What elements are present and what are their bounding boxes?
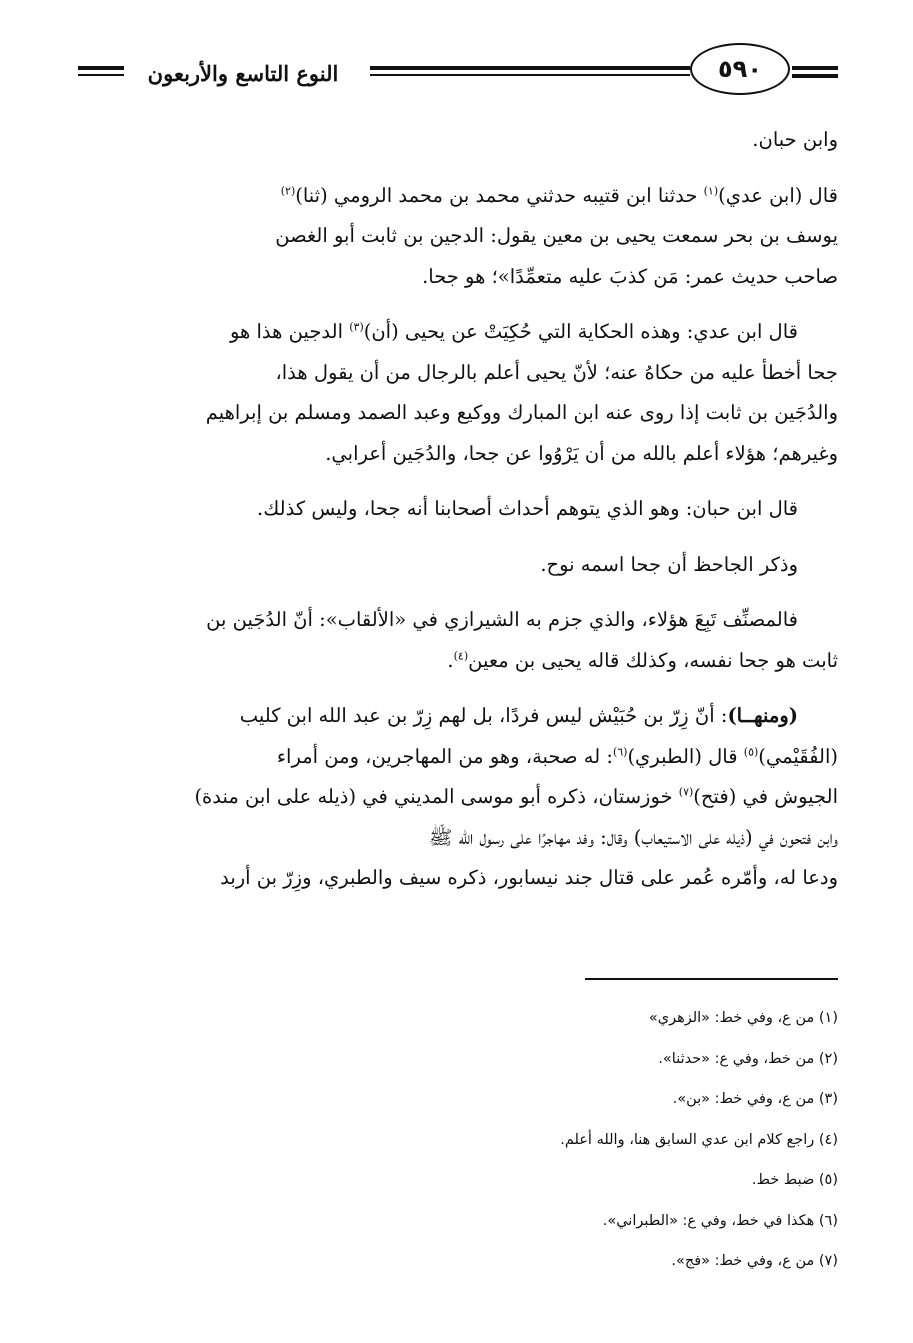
paragraph-3 bbox=[80, 489, 838, 530]
footnote-ref: (٥) bbox=[743, 745, 759, 758]
footnote: (٦) هكذا في خط، وفي ع: «الطبراني». bbox=[602, 1212, 838, 1229]
footnote: (٢) من خط، وفي ع: «حدثنا». bbox=[658, 1050, 838, 1067]
paragraph-6 bbox=[80, 696, 838, 899]
paragraph-1 bbox=[80, 176, 838, 298]
text-line: فالمصنِّف تَبِعَ هؤلاء، والذي جزم به الشيرازي في «الألقاب»: أنّ الدُجَين بن bbox=[206, 608, 798, 631]
text-line: (ومنهــا): أنّ زِرّ بن حُبَيْش ليس فردًا، بل لهم زِرّ بن عبد الله ابن كليب bbox=[239, 704, 798, 727]
footnote-ref: (٤) bbox=[453, 649, 469, 662]
footnote: (٧) من ع، وفي خط: «فج». bbox=[671, 1253, 838, 1269]
text-line: وذكر الجاحظ أن جحا اسمه نوح. bbox=[540, 552, 798, 576]
paragraph-5 bbox=[80, 600, 838, 681]
footnote-ref: (٧) bbox=[678, 785, 694, 799]
header-rule-left bbox=[78, 66, 124, 70]
paragraph-4 bbox=[80, 545, 838, 586]
main-text bbox=[80, 120, 838, 914]
text-line: ودعا له، وأمّره عُمر على قتال جند نيسابور، ذكره سيف والطبري، وزِرّ بن أربد bbox=[220, 866, 838, 889]
text-line: والدُجَين بن ثابت إذا روى عنه ابن المبارك ووكيع وعبد الصمد ومسلم بن إبراهيم bbox=[205, 401, 838, 424]
footnote-ref: (٣) bbox=[349, 320, 364, 334]
header-rule-middle bbox=[370, 66, 690, 70]
running-title: النوع التاسع والأربعون bbox=[147, 61, 339, 86]
footnote-separator bbox=[585, 978, 838, 980]
header-rule-left-lower bbox=[78, 74, 124, 76]
paragraph-0 bbox=[80, 120, 838, 161]
text-line: قال ابن عدي: وهذه الحكاية التي حُكِيَتْ عن يحيى (أن)$^{(٣)}$ الدجين هذا هو bbox=[229, 320, 798, 343]
footnote-ref: (١) bbox=[703, 184, 719, 197]
footnote: (٣) من ع، وفي خط: «بن». bbox=[672, 1091, 838, 1107]
footnote: (٤) راجع كلام ابن عدي السابق هنا، والله أعلم. bbox=[560, 1131, 838, 1148]
footnote-ref: (٢) bbox=[280, 184, 296, 197]
paragraph-2 bbox=[80, 312, 838, 474]
footnote-ref: (٦) bbox=[612, 745, 628, 758]
section-marker: (ومنهــا) bbox=[727, 704, 798, 727]
text-line: ثابت هو جحا نفسه، وكذلك قاله يحيى بن معين$^{(٤)}$. bbox=[447, 648, 838, 672]
text-line: وغيرهم؛ هؤلاء أعلم بالله من أن يَرْوُوا عن جحا، والدُجَين أعرابي. bbox=[325, 441, 838, 465]
footnote: (١) من ع، وفي خط: «الزهري» bbox=[648, 1010, 838, 1026]
text-line: قال ابن حبان: وهو الذي يتوهم أحداث أصحابنا أنه جحا، وليس كذلك. bbox=[257, 497, 798, 520]
text-line: (الفُقَيْمي)$^{(٥)}$ قال (الطبري)$^{(٦)}$: له صحبة، وهو من المهاجرين، ومن أمراء bbox=[276, 744, 838, 768]
text-line: جحا أخطأ عليه من حكاهُ عنه؛ لأنّ يحيى أعلم بالرجال من أن يقول هذا، bbox=[275, 360, 838, 384]
header-rule-right bbox=[792, 66, 838, 70]
text-line: قال (ابن عدي)$^{(١)}$ حدثنا ابن قتيبه حدثني محمد بن محمد الرومي (ثنا)$^{(٢)}$ bbox=[280, 183, 838, 207]
footnote: (٥) ضبط خط. bbox=[751, 1172, 838, 1188]
text-line: صاحب حديث عمر: مَن كذبَ عليه متعمِّدًا»؛ هو جحا. bbox=[422, 264, 838, 288]
header-rule-middle-lower bbox=[370, 74, 690, 76]
footnotes bbox=[400, 998, 838, 1282]
text-line: وابن فتحون في (ذيله على الاستيعاب) وقال: وفد مهاجرًا على رسول الله ﷺ bbox=[428, 825, 838, 849]
header-rule-right-lower bbox=[792, 74, 838, 78]
page-number: ٥٩٠ bbox=[690, 43, 790, 95]
text-line: وابن حبان. bbox=[752, 128, 838, 151]
text-line: الجيوش في (فتح)$^{(٧)}$ خوزستان، ذكره أبو موسى المديني في (ذيله على ابن مندة) bbox=[194, 785, 838, 808]
text-line: يوسف بن بحر سمعت يحيى بن معين يقول: الدجين بن ثابت أبو الغصن bbox=[275, 224, 838, 247]
